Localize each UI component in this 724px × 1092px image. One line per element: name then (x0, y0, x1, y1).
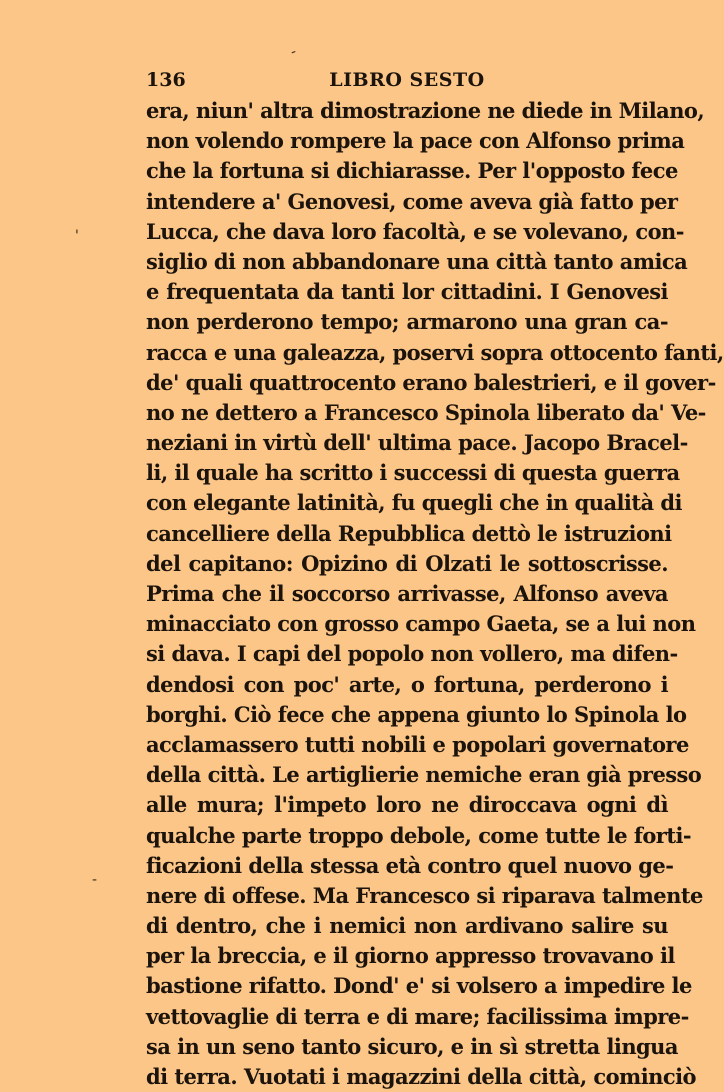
text-line: si dava. I capi del popolo non vollero, ma difen- (146, 641, 678, 667)
margin-mark-bottom: - (92, 872, 98, 888)
margin-mark-top: - (288, 43, 299, 61)
text-line: nere di offese. Ma Francesco si riparava talmente (146, 882, 703, 908)
running-head: LIBRO SESTO (329, 69, 485, 91)
text-line: de' quali quattrocento erano balestrieri, e il gover- (146, 369, 716, 395)
text-line: dendosi con poc' arte, o fortuna, perderono i (146, 671, 668, 697)
text-line: non perderono tempo; armarono una gran ca- (146, 309, 668, 335)
text-line: intendere a' Genovesi, come aveva già fatto per (146, 188, 678, 214)
text-line: ficazioni della stessa età contro quel nuovo ge- (146, 852, 674, 878)
text-line: di dentro, che i nemici non ardivano salire su (146, 913, 668, 939)
text-line: con elegante latinità, fu quegli che in qualità di (146, 490, 682, 516)
text-line: qualche parte troppo debole, come tutte le forti- (146, 822, 692, 848)
page-number: 136 (146, 69, 186, 91)
text-line: neziani in virtù dell' ultima pace. Jacopo Bracel- (146, 430, 688, 456)
text-line: cancelliere della Repubblica dettò le istruzioni (146, 520, 672, 546)
text-line: no ne dettero a Francesco Spinola liberato da' Ve- (146, 399, 706, 425)
text-line: del capitano: Opizino di Olzati le sottoscrisse. (146, 550, 668, 576)
text-line: sa in un seno tanto sicuro, e in sì stretta lingua (146, 1033, 678, 1059)
text-line: della città. Le artiglierie nemiche eran già presso (146, 762, 702, 788)
text-line: borghi. Ciò fece che appena giunto lo Spinola lo (146, 701, 687, 727)
text-line: alle mura; l'impeto loro ne diroccava ogni dì (146, 792, 668, 818)
text-line: racca e una galeazza, poservi sopra ottocento fanti, (146, 339, 724, 365)
text-line: acclamassero tutti nobili e popolari governatore (146, 731, 689, 757)
text-line: che la fortuna si dichiarasse. Per l'opposto fece (146, 158, 678, 184)
text-line: per la breccia, e il giorno appresso trovavano il (146, 943, 675, 969)
text-line: e frequentata da tanti lor cittadini. I Genovesi (146, 279, 668, 305)
text-line: li, il quale ha scritto i successi di questa guerra (146, 460, 680, 486)
margin-mark-left: ' (75, 228, 79, 244)
text-line: non volendo rompere la pace con Alfonso prima (146, 128, 685, 154)
text-line: vettovaglie di terra e di mare; facilissima impre- (146, 1003, 689, 1029)
text-line: minacciato con grosso campo Gaeta, se a lui non (146, 611, 696, 637)
text-line: era, niun' altra dimostrazione ne diede in Milano, (146, 98, 705, 123)
text-line: siglio di non abbandonare una città tanto amica (146, 248, 688, 274)
body-text (146, 96, 724, 1092)
text-line: Prima che il soccorso arrivasse, Alfonso aveva (146, 581, 668, 606)
page-header (146, 66, 668, 94)
text-line: di terra. Vuotati i magazzini della città, cominciò (146, 1064, 696, 1089)
text-line: Lucca, che dava loro facoltà, e se volevano, con- (146, 218, 684, 244)
text-line: bastione rifatto. Dond' e' si volsero a impedire le (146, 973, 692, 999)
